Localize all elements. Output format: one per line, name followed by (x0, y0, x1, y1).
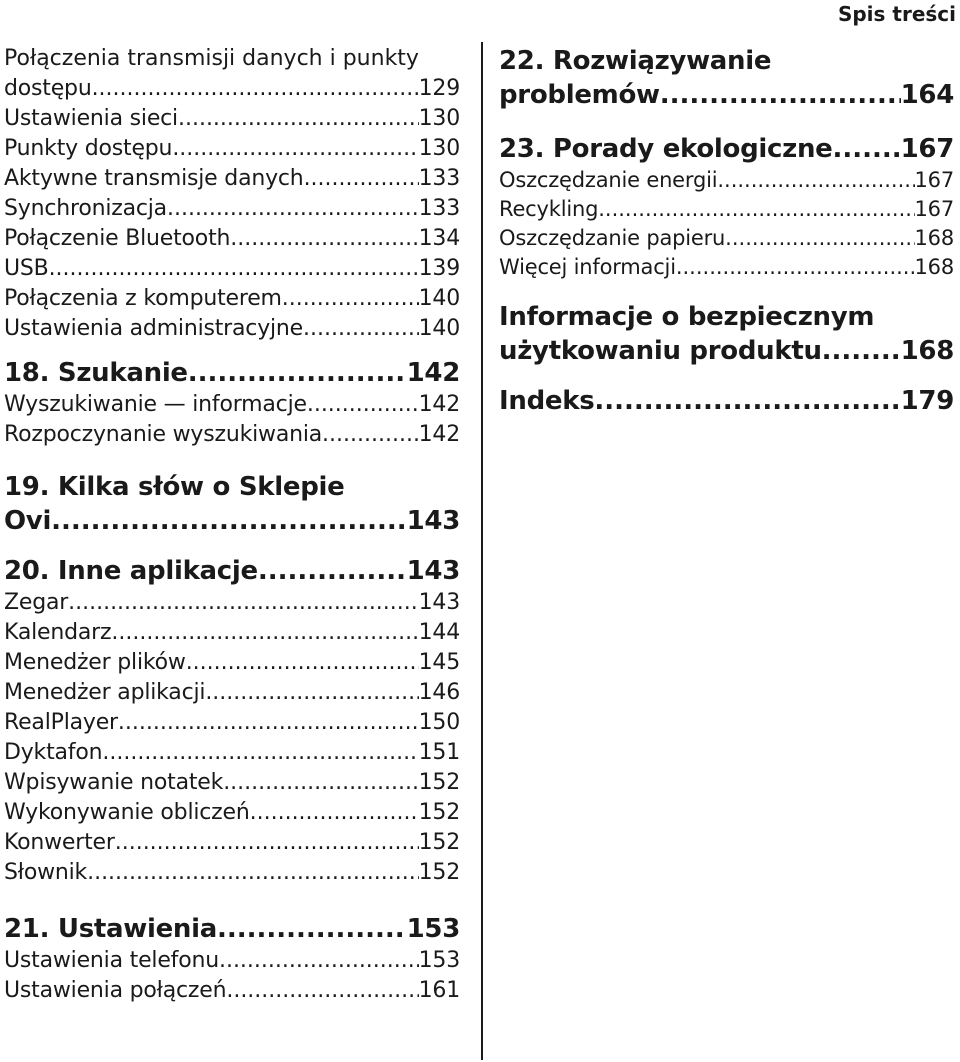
dot-leader (226, 976, 418, 1006)
toc-entry-page: 150 (418, 710, 460, 735)
dot-leader (172, 134, 418, 164)
dot-leader (217, 912, 407, 946)
toc-entry-page: 129 (418, 76, 460, 101)
toc-entry[interactable] (4, 708, 460, 738)
toc-entry-page: 133 (418, 196, 460, 221)
toc-entry-title: Słownik (4, 860, 88, 885)
toc-entry-page: 143 (418, 590, 460, 615)
dot-leader (717, 166, 914, 195)
chapter-page: 142 (406, 358, 460, 388)
toc-entry-page: 134 (418, 226, 460, 251)
dot-leader (87, 858, 419, 888)
toc-entry-title: Synchronizacja (4, 196, 167, 221)
dot-leader (307, 390, 419, 420)
toc-entry[interactable] (4, 104, 460, 134)
toc-entry[interactable] (499, 224, 954, 253)
toc-entry-title: Dyktafon (4, 740, 103, 765)
chapter-title: Indeks (499, 386, 595, 416)
toc-entry[interactable] (4, 738, 460, 768)
toc-entry[interactable] (499, 253, 954, 282)
dot-leader (660, 78, 901, 112)
toc-chapter-heading[interactable] (4, 554, 460, 588)
chapter-page: 164 (900, 80, 954, 110)
chapter-page: 179 (900, 386, 954, 416)
toc-section-network (4, 44, 460, 344)
dot-leader (92, 74, 419, 104)
toc-entry-title-line: Połączenia transmisji danych i punkty (4, 46, 419, 71)
chapter-title-line: 22. Rozwiązywanie (499, 46, 772, 76)
dot-leader (223, 768, 418, 798)
toc-chapter-heading[interactable] (4, 504, 460, 538)
toc-chapter-18 (4, 356, 460, 450)
toc-entry-title: Wpisywanie notatek (4, 770, 224, 795)
toc-chapter-heading[interactable] (499, 132, 954, 166)
dot-leader (51, 504, 407, 538)
dot-leader (303, 314, 419, 344)
toc-entry-title: Recykling (499, 197, 599, 221)
toc-entry[interactable] (4, 768, 460, 798)
toc-chapter-heading[interactable] (499, 384, 954, 418)
dot-leader (115, 828, 419, 858)
toc-entry-title: Połączenia z komputerem (4, 286, 282, 311)
chapter-title: Ovi (4, 506, 52, 536)
toc-chapter-22 (499, 44, 954, 112)
toc-entry-title: Punkty dostępu (4, 136, 173, 161)
toc-entry-title: Wykonywanie obliczeń (4, 800, 250, 825)
toc-safety-info (499, 300, 954, 368)
toc-entry[interactable] (4, 194, 460, 224)
dot-leader (725, 224, 914, 253)
dot-leader (111, 618, 418, 648)
toc-entry[interactable] (4, 618, 460, 648)
toc-entry-title: Oszczędzanie energii (499, 168, 718, 192)
toc-entry-page: 146 (418, 680, 460, 705)
toc-entry[interactable] (4, 648, 460, 678)
dot-leader (219, 946, 419, 976)
toc-entry-page: 167 (914, 197, 954, 221)
toc-entry-title: Ustawienia telefonu (4, 948, 219, 973)
toc-entry-title: Rozpoczynanie wyszukiwania (4, 422, 323, 447)
dot-leader (304, 164, 419, 194)
toc-entry[interactable] (4, 164, 460, 194)
dot-leader (205, 678, 418, 708)
toc-entry[interactable] (4, 420, 460, 450)
column-divider (481, 42, 483, 1060)
dot-leader (258, 554, 407, 588)
toc-entry-title: Kalendarz (4, 620, 112, 645)
dot-leader (832, 132, 900, 166)
toc-entry[interactable] (4, 798, 460, 828)
toc-entry[interactable] (4, 678, 460, 708)
dot-leader (822, 334, 901, 368)
toc-entry-title: Więcej informacji (499, 255, 676, 279)
dot-leader (594, 384, 900, 418)
chapter-title-line: Informacje o bezpiecznym (499, 302, 875, 332)
toc-entry-page: 153 (418, 948, 460, 973)
dot-leader (282, 284, 419, 314)
toc-entry-page: 152 (418, 830, 460, 855)
dot-leader (676, 253, 915, 282)
toc-entry[interactable] (4, 588, 460, 618)
toc-entry-title: Wyszukiwanie — informacje (4, 392, 307, 417)
chapter-page: 143 (406, 556, 460, 586)
page-header: Spis treści (837, 2, 956, 26)
chapter-page: 153 (406, 914, 460, 944)
toc-entry-page: 168 (914, 226, 954, 250)
toc-chapter-21 (4, 912, 460, 1006)
chapter-title: problemów (499, 80, 660, 110)
toc-entry-title: Zegar (4, 590, 69, 615)
toc-entry-title: USB (4, 256, 49, 281)
toc-entry-page: 133 (418, 166, 460, 191)
toc-entry-page: 152 (418, 770, 460, 795)
toc-entry-title: Oszczędzanie papieru (499, 226, 726, 250)
toc-entry-title: Ustawienia administracyjne (4, 316, 304, 341)
toc-entry-page: 140 (418, 316, 460, 341)
dot-leader (186, 648, 419, 678)
toc-entry[interactable] (4, 314, 460, 344)
toc-entry-page: 167 (914, 168, 954, 192)
dot-leader (598, 195, 914, 224)
toc-left-column (4, 44, 460, 1006)
chapter-title: 18. Szukanie (4, 358, 188, 388)
toc-entry[interactable] (4, 390, 460, 420)
toc-entry-page: 152 (418, 800, 460, 825)
toc-entry-page: 144 (418, 620, 460, 645)
toc-chapter-heading[interactable] (4, 356, 460, 390)
toc-entry-title: Ustawienia sieci (4, 106, 178, 131)
toc-entry[interactable] (4, 828, 460, 858)
toc-entry-title: Aktywne transmisje danych (4, 166, 304, 191)
toc-index (499, 384, 954, 418)
chapter-title: 20. Inne aplikacje (4, 556, 258, 586)
chapter-title: użytkowaniu produktu (499, 336, 822, 366)
dot-leader (250, 798, 419, 828)
toc-chapter-heading[interactable] (499, 78, 954, 112)
toc-entry-title: Ustawienia połączeń (4, 978, 227, 1003)
toc-entry-title: Menedżer plików (4, 650, 186, 675)
toc-entry-page: 142 (418, 392, 460, 417)
toc-entry-page: 139 (418, 256, 460, 281)
toc-chapter-heading[interactable] (4, 912, 460, 946)
chapter-title-line: 19. Kilka słów o Sklepie (4, 472, 345, 502)
toc-chapter-20 (4, 554, 460, 888)
toc-entry-title: dostępu (4, 76, 92, 101)
toc-entry[interactable] (4, 254, 460, 284)
chapter-title: 21. Ustawienia (4, 914, 218, 944)
chapter-page: 143 (406, 506, 460, 536)
toc-entry[interactable] (4, 224, 460, 254)
toc-entry-page: 145 (418, 650, 460, 675)
chapter-page: 168 (900, 336, 954, 366)
toc-entry[interactable] (4, 946, 460, 976)
toc-entry-page: 151 (418, 740, 460, 765)
dot-leader (322, 420, 419, 450)
toc-entry-title: Menedżer aplikacji (4, 680, 206, 705)
dot-leader (68, 588, 418, 618)
dot-leader (188, 356, 407, 390)
toc-chapter-23 (499, 132, 954, 282)
toc-chapter-19 (4, 470, 460, 538)
toc-entry-page: 130 (418, 106, 460, 131)
dot-leader (178, 104, 419, 134)
toc-entry[interactable] (4, 134, 460, 164)
toc-entry[interactable] (4, 74, 460, 104)
toc-entry[interactable] (4, 858, 460, 888)
chapter-page: 167 (900, 134, 954, 164)
toc-entry-title: Konwerter (4, 830, 115, 855)
toc-entry[interactable] (499, 166, 954, 195)
toc-chapter-heading[interactable] (499, 334, 954, 368)
dot-leader (230, 224, 418, 254)
dot-leader (102, 738, 418, 768)
toc-entry-page: 130 (418, 136, 460, 161)
toc-entry[interactable] (4, 976, 460, 1006)
toc-right-column (499, 44, 954, 418)
chapter-title: 23. Porady ekologiczne (499, 134, 833, 164)
toc-entry-title: RealPlayer (4, 710, 118, 735)
toc-entry-page: 168 (914, 255, 954, 279)
toc-entry[interactable] (499, 195, 954, 224)
toc-entry-page: 152 (418, 860, 460, 885)
toc-entry-title: Połączenie Bluetooth (4, 226, 231, 251)
toc-entry[interactable] (4, 284, 460, 314)
toc-entry-page: 161 (418, 978, 460, 1003)
toc-entry-page: 142 (418, 422, 460, 447)
dot-leader (118, 708, 419, 738)
toc-entry-page: 140 (418, 286, 460, 311)
dot-leader (49, 254, 419, 284)
dot-leader (167, 194, 419, 224)
